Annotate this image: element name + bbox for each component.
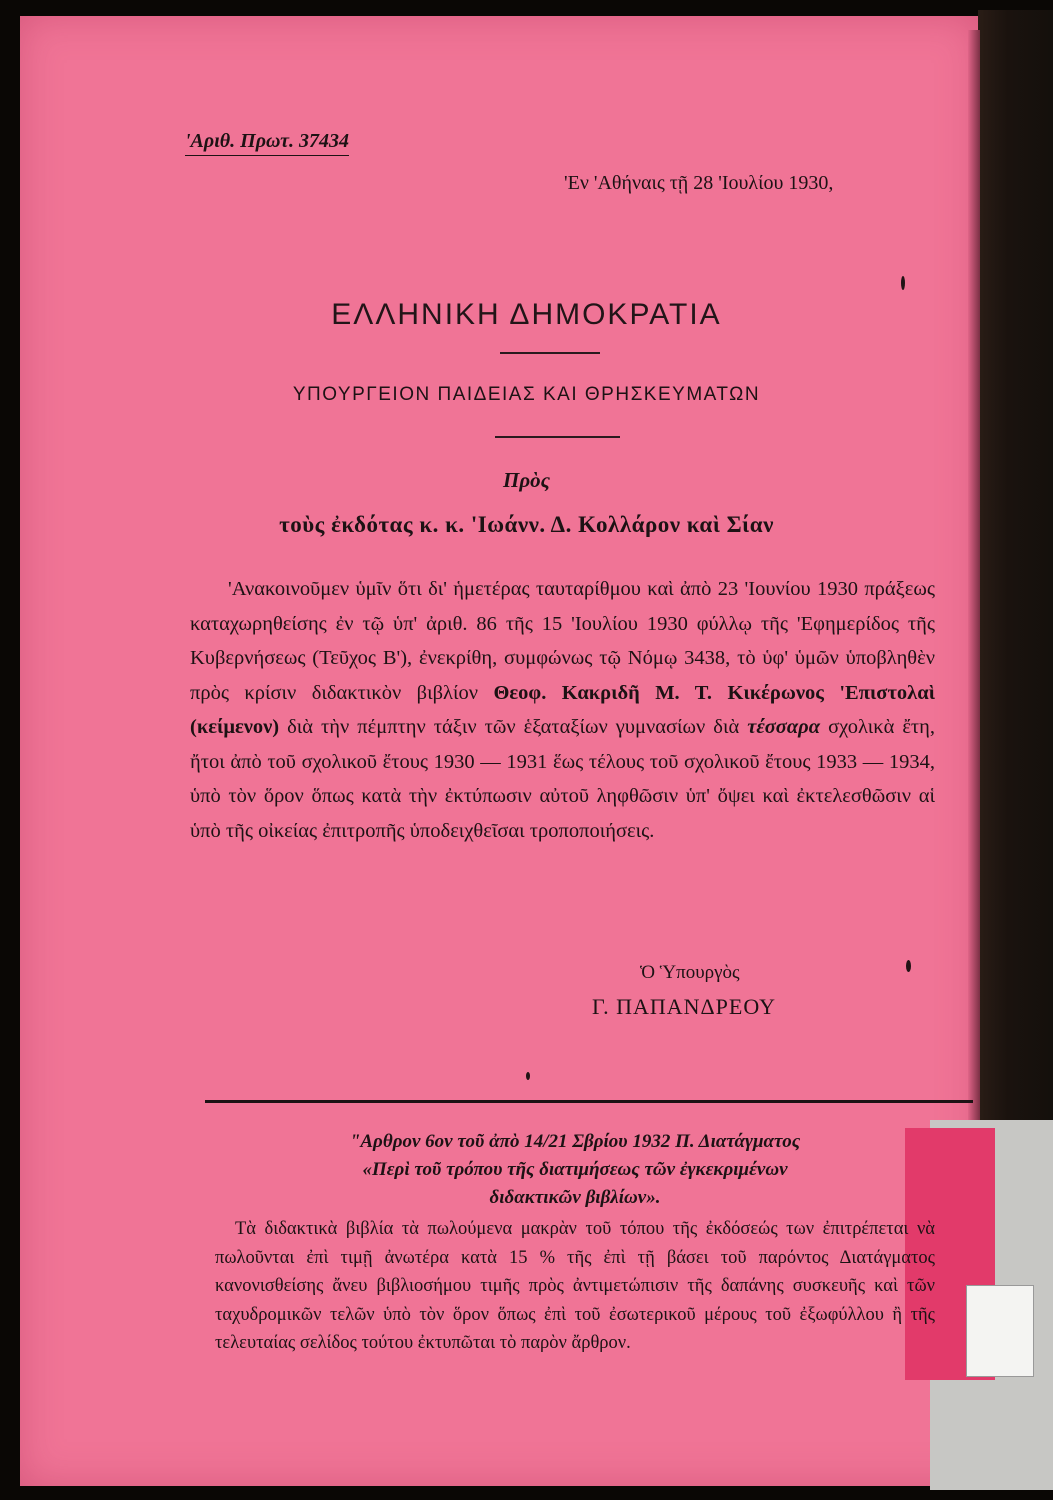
ministry-heading: ΥΠΟΥΡΓΕΙΟΝ ΠΑΙΔΕΙΑΣ ΚΑΙ ΘΡΗΣΚΕΥΜΑΤΩΝ (292, 384, 761, 405)
article-title-line-2: «Περὶ τοῦ τρόπου τῆς διατιμήσεως τῶν ἐγκεκριμένων (362, 1159, 788, 1180)
years-count: τέσσαρα (747, 716, 821, 738)
recipient-prefix: Πρὸς (502, 468, 550, 492)
library-sticker (966, 1285, 1034, 1377)
letter-date: 'Εν 'Αθήναις τῇ 28 'Ιουλίου 1930, (564, 172, 834, 194)
ink-speck (906, 960, 911, 972)
article-text: Τὰ διδακτικὰ βιβλία τὰ πωλούμενα μακρὰν τοῦ τόπου τῆς ἐκδόσεώς των ἐπιτρέπεται νὰ πωλοῦνται ἐπὶ τιμῇ ἀνωτέρα κατὰ 15 % τῆς ἐπὶ τῇ βάσει τοῦ παρόντος Διατάγματος κανονισθείσης ἄνευ βιβλιοσήμου τιμῆς πρὸς ἀντιμετώπισιν τῆς δαπάνης συσκευῆς καὶ τῶν ταχυδρομικῶν τελῶν ὑπὸ τὸν ὅρον ὅπως ἐπὶ τοῦ ἐσωτερικοῦ μέρους τοῦ ἐξωφύλλου ἢ τῆς τελευταίας σελίδος τούτου ἐκτυπῶται τὸ παρὸν ἄρθρον. (215, 1219, 935, 1353)
article-body (215, 1215, 935, 1358)
book-title: Θεοφ. Κακριδῆ Μ. Τ. Κικέρωνος 'Επιστολαὶ (κείμενον) (190, 681, 936, 738)
page-title: ΕΛΛΗΝΙΚΗ ΔΗΜΟΚΡΑΤΙΑ (331, 298, 722, 331)
letter-part-1: 'Ανακοινοῦμεν ὑμῖν ὅτι δι' ἡμετέρας ταυταρίθμου καὶ ἀπὸ 23 'Ιουνίου 1930 πράξεως καταχωρηθείσης ἐν τῷ ὑπ' ἀριθ. 86 τῆς 15 'Ιουλίου 1930 φύλλῳ τῆς 'Εφημερίδος τῆς Κυβερνήσεως (Τεῦχος Β'), ἐνεκρίθη, συμφώνως τῷ Νόμῳ 3438, τὸ ὑφ' ὑμῶν ὑποβληθὲν πρὸς κρίσιν διδακτικὸν βιβλίον (190, 578, 935, 704)
article-title-line-1: "Αρθρον 6ον τοῦ ἀπὸ 14/21 Σβρίου 1932 Π. Διατάγματος (349, 1131, 801, 1152)
signature-name: Γ. ΠΑΠΑΝΔΡΕΟΥ (592, 994, 777, 1019)
divider (500, 352, 600, 354)
recipient-name: τοὺς ἐκδότας κ. κ. 'Ιωάνν. Δ. Κολλάρον καὶ Σίαν (279, 512, 774, 537)
article-title-line-3: διδακτικῶν βιβλίων». (489, 1187, 661, 1208)
signature-role: Ὁ Ὑπουργὸς (640, 962, 740, 983)
article-title (195, 1128, 955, 1212)
letter-part-2: διὰ τὴν πέμπτην τάξιν τῶν ἑξαταξίων γυμνασίων διὰ (287, 716, 740, 738)
divider (495, 436, 620, 438)
protocol-number: 'Αριθ. Πρωτ. 37434 (185, 130, 349, 156)
section-divider (205, 1100, 973, 1103)
ink-speck (526, 1072, 530, 1080)
ink-speck (901, 276, 905, 290)
letter-part-3: σχολικὰ ἔτη, ἤτοι ἀπὸ τοῦ σχολικοῦ ἔτους 1930 — 1931 ἕως τέλους τοῦ σχολικοῦ ἔτους 1933 — 1934, ὑπὸ τὸν ὅρον ὅπως κατὰ τὴν ἐκτύπωσιν αὐτοῦ ληφθῶσιν ὑπ' ὄψει καὶ ἐκτελεσθῶσιν αἱ ὑπὸ τῆς οἰκείας ἐπιτροπῆς ὑποδειχθεῖσαι τροποποιήσεις. (190, 716, 936, 842)
letter-body (190, 572, 935, 848)
